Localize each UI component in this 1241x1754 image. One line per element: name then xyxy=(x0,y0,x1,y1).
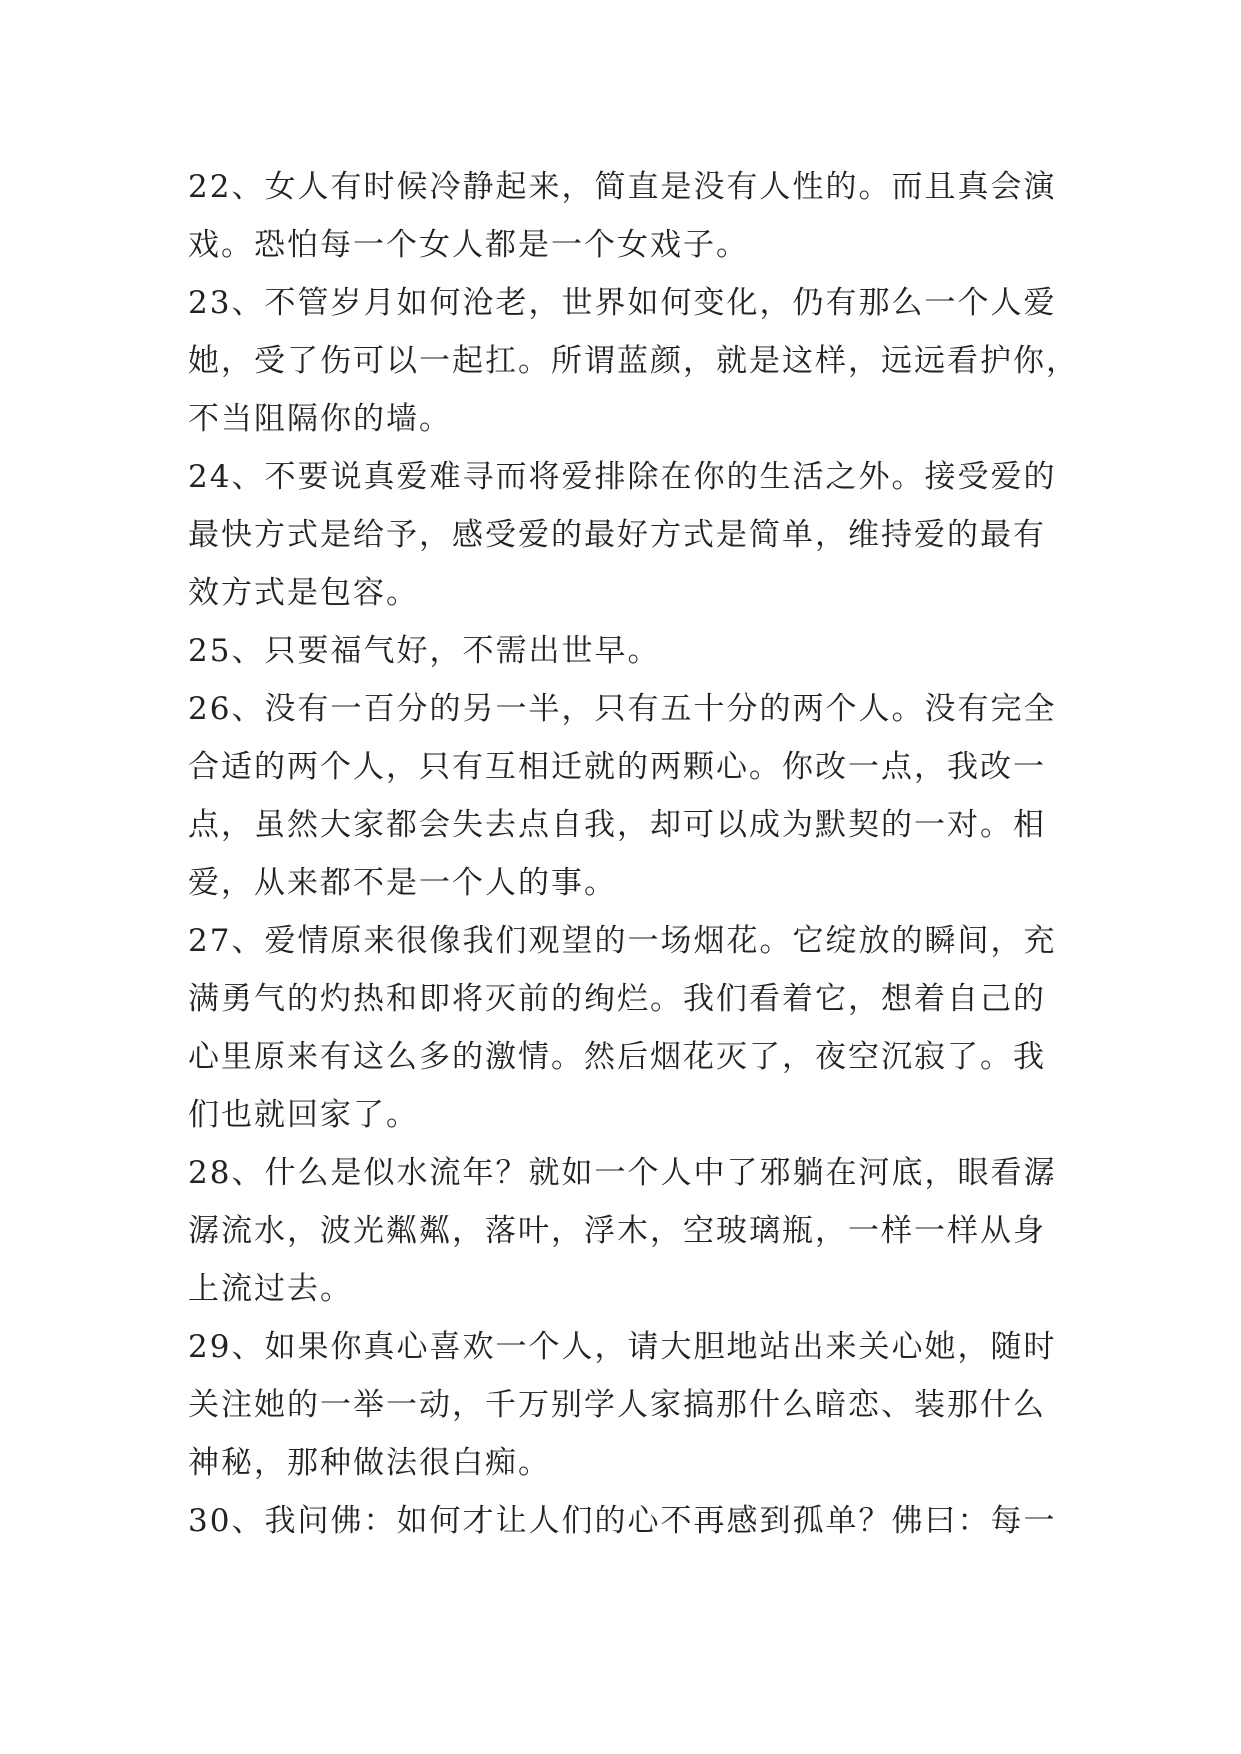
text-line: 心里原来有这么多的激情。然后烟花灭了，夜空沉寂了。我 xyxy=(188,1039,1046,1075)
text-line: 合适的两个人，只有互相迁就的两颗心。你改一点，我改一 xyxy=(188,749,1046,785)
paragraph-26 xyxy=(188,680,1068,912)
text-line: 潺流水，波光粼粼，落叶，浮木，空玻璃瓶，一样一样从身 xyxy=(188,1213,1046,1249)
paragraph-23 xyxy=(188,274,1079,448)
text-line: 25、只要福气好，不需出世早。 xyxy=(188,633,661,669)
text-line: 爱，从来都不是一个人的事。 xyxy=(188,865,617,901)
text-line: 22、女人有时候冷静起来，简直是没有人性的。而且真会演 xyxy=(188,169,1057,205)
text-line: 23、不管岁月如何沧老，世界如何变化，仍有那么一个人爱 xyxy=(188,285,1057,321)
paragraph-27 xyxy=(188,912,1068,1144)
paragraph-24 xyxy=(188,448,1068,622)
text-line: 26、没有一百分的另一半，只有五十分的两个人。没有完全 xyxy=(188,691,1057,727)
text-line: 29、如果你真心喜欢一个人，请大胆地站出来关心她，随时 xyxy=(188,1329,1057,1365)
paragraph-22 xyxy=(188,158,1068,274)
text-line: 不当阻隔你的墙。 xyxy=(188,401,452,437)
text-line: 神秘，那种做法很白痴。 xyxy=(188,1445,551,1481)
paragraph-25 xyxy=(188,622,1068,680)
text-line: 满勇气的灼热和即将灭前的绚烂。我们看着它，想着自己的 xyxy=(188,981,1046,1017)
text-line: 关注她的一举一动，千万别学人家搞那什么暗恋、装那什么 xyxy=(188,1387,1046,1423)
paragraph-30 xyxy=(188,1492,1068,1550)
text-line: 效方式是包容。 xyxy=(188,575,419,611)
text-line: 上流过去。 xyxy=(188,1271,353,1307)
text-line: 最快方式是给予，感受爱的最好方式是简单，维持爱的最有 xyxy=(188,517,1046,553)
text-line: 们也就回家了。 xyxy=(188,1097,419,1133)
text-line: 27、爱情原来很像我们观望的一场烟花。它绽放的瞬间，充 xyxy=(188,923,1057,959)
text-line: 24、不要说真爱难寻而将爱排除在你的生活之外。接受爱的 xyxy=(188,459,1057,495)
text-line: 点，虽然大家都会失去点自我，却可以成为默契的一对。相 xyxy=(188,807,1046,843)
document-body xyxy=(188,158,1079,1550)
text-line: 戏。恐怕每一个女人都是一个女戏子。 xyxy=(188,227,749,263)
text-line: 她，受了伤可以一起扛。所谓蓝颜，就是这样，远远看护你， xyxy=(188,343,1079,379)
paragraph-28 xyxy=(188,1144,1068,1318)
text-line: 30、我问佛：如何才让人们的心不再感到孤单？佛曰：每一 xyxy=(188,1503,1057,1539)
text-line: 28、什么是似水流年？就如一个人中了邪躺在河底，眼看潺 xyxy=(188,1155,1057,1191)
paragraph-29 xyxy=(188,1318,1068,1492)
